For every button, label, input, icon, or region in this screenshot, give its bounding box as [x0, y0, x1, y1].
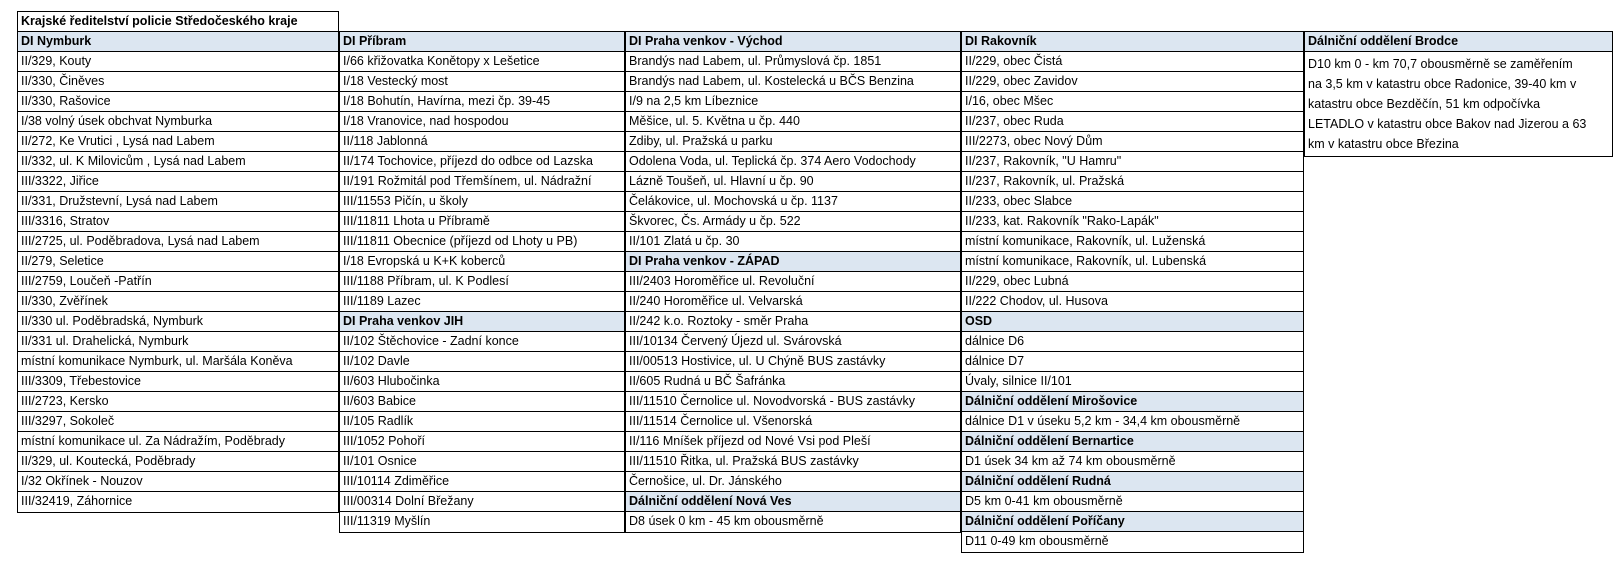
- location-row: III/00314 Dolní Břežany: [340, 492, 624, 512]
- location-row: III/3297, Sokoleč: [18, 412, 338, 432]
- location-row: III/11510 Černolice ul. Novodvorská - BUS zastávky: [626, 392, 960, 412]
- location-row: II/272, Ke Vrutici , Lysá nad Labem: [18, 132, 338, 152]
- location-row: dálnice D6: [962, 332, 1303, 352]
- location-row: II/222 Chodov, ul. Husova: [962, 292, 1303, 312]
- location-row: Měšice, ul. 5. Května u čp. 440: [626, 112, 960, 132]
- location-row: Černošice, ul. Dr. Jánského: [626, 472, 960, 492]
- location-row: Úvaly, silnice II/101: [962, 372, 1303, 392]
- location-row: II/330, Rašovice: [18, 92, 338, 112]
- location-row: III/10134 Červený Újezd ul. Svárovská: [626, 332, 960, 352]
- location-row: II/330 ul. Poděbradská, Nymburk: [18, 312, 338, 332]
- column-di-rakovnik: [961, 31, 1304, 553]
- section-header: DI Praha venkov - ZÁPAD: [626, 252, 960, 272]
- location-row: I/18 Vranovice, nad hospodou: [340, 112, 624, 132]
- section-header: DI Praha venkov - Východ: [626, 32, 960, 52]
- description-line: katastru obce Bezděčín, 51 km odpočívka: [1308, 97, 1541, 111]
- location-row: Zdiby, ul. Pražská u parku: [626, 132, 960, 152]
- description-line: na 3,5 km v katastru obce Radonice, 39-40 km v: [1308, 77, 1577, 91]
- location-row: II/242 k.o. Roztoky - směr Praha: [626, 312, 960, 332]
- location-row: II/102 Davle: [340, 352, 624, 372]
- location-row: dálnice D1 v úseku 5,2 km - 34,4 km obousměrně: [962, 412, 1303, 432]
- location-row: II/229, obec Lubná: [962, 272, 1303, 292]
- location-row: I/9 na 2,5 km Líbeznice: [626, 92, 960, 112]
- location-row: II/101 Zlatá u čp. 30: [626, 232, 960, 252]
- location-row: III/11553 Pičín, u školy: [340, 192, 624, 212]
- section-header: DI Rakovník: [962, 32, 1303, 52]
- location-row: místní komunikace ul. Za Nádražím, Poděbrady: [18, 432, 338, 452]
- section-header: DI Praha venkov JIH: [340, 312, 624, 332]
- location-row: I/38 volný úsek obchvat Nymburka: [18, 112, 338, 132]
- location-row: III/1052 Pohoří: [340, 432, 624, 452]
- location-row: I/32 Okřínek - Nouzov: [18, 472, 338, 492]
- location-row: III/11510 Řitka, ul. Pražská BUS zastávky: [626, 452, 960, 472]
- location-row: III/2759, Loučeň -Patřín: [18, 272, 338, 292]
- section-header: DI Příbram: [340, 32, 624, 52]
- location-row: Brandýs nad Labem, ul. Kostelecká u BČS Benzina: [626, 72, 960, 92]
- location-row: místní komunikace Nymburk, ul. Maršála Koněva: [18, 352, 338, 372]
- location-row: II/229, obec Čistá: [962, 52, 1303, 72]
- location-row: I/66 křižovatka Konětopy x Lešetice: [340, 52, 624, 72]
- location-row: III/11319 Myšlín: [343, 514, 431, 528]
- location-row: D1 úsek 34 km až 74 km obousměrně: [962, 452, 1303, 472]
- location-row: II/329, Kouty: [18, 52, 338, 72]
- location-row: II/237, Rakovník, ul. Pražská: [962, 172, 1303, 192]
- location-row: II/116 Mníšek příjezd od Nové Vsi pod Pleší: [626, 432, 960, 452]
- location-row: D8 úsek 0 km - 45 km obousměrně: [629, 514, 824, 528]
- location-row: III/2403 Horoměřice ul. Revoluční: [626, 272, 960, 292]
- location-row: III/11811 Obecnice (příjezd od Lhoty u PB): [340, 232, 624, 252]
- location-row: II/605 Rudná u BČ Šafránka: [626, 372, 960, 392]
- location-row: II/603 Babice: [340, 392, 624, 412]
- location-row: Čelákovice, ul. Mochovská u čp. 1137: [626, 192, 960, 212]
- location-row: D11 0-49 km obousměrně: [965, 534, 1109, 548]
- location-row: II/237, obec Ruda: [962, 112, 1303, 132]
- section-header: OSD: [962, 312, 1303, 332]
- location-row: III/10114 Zdiměřice: [340, 472, 624, 492]
- location-row: II/105 Radlík: [340, 412, 624, 432]
- location-row: I/18 Bohutín, Havírna, mezi čp. 39-45: [340, 92, 624, 112]
- location-row: D5 km 0-41 km obousměrně: [962, 492, 1303, 512]
- location-row: III/1188 Příbram, ul. K Podlesí: [340, 272, 624, 292]
- location-row: místní komunikace, Rakovník, ul. Luženská: [962, 232, 1303, 252]
- description-line: km v katastru obce Březina: [1308, 137, 1459, 151]
- location-row: Lázně Toušeň, ul. Hlavní u čp. 90: [626, 172, 960, 192]
- location-row: II/233, obec Slabce: [962, 192, 1303, 212]
- location-row: III/3316, Stratov: [18, 212, 338, 232]
- description-line: LETADLO v katastru obce Bakov nad Jizerou a 63: [1308, 117, 1587, 131]
- description-line: D10 km 0 - km 70,7 obousměrně se zaměřením: [1308, 57, 1573, 71]
- location-row: III/11514 Černolice ul. Všenorská: [626, 412, 960, 432]
- location-row: III/2723, Kersko: [18, 392, 338, 412]
- location-row: II/240 Horoměřice ul. Velvarská: [626, 292, 960, 312]
- column-di-praha-venkov: [625, 31, 961, 533]
- location-row: II/279, Seletice: [18, 252, 338, 272]
- location-row: II/332, ul. K Milovicům , Lysá nad Labem: [18, 152, 338, 172]
- location-row: III/00513 Hostivice, ul. U Chýně BUS zastávky: [626, 352, 960, 372]
- section-header: Dálniční oddělení Mirošovice: [962, 392, 1303, 412]
- location-row: III/1189 Lazec: [340, 292, 624, 312]
- location-row: II/329, ul. Koutecká, Poděbrady: [18, 452, 338, 472]
- location-row: II/237, Rakovník, "U Hamru": [962, 152, 1303, 172]
- section-header: Dálniční oddělení Nová Ves: [626, 492, 960, 512]
- location-row: II/233, kat. Rakovník "Rako-Lapák": [962, 212, 1303, 232]
- location-row: II/331 ul. Drahelická, Nymburk: [18, 332, 338, 352]
- location-row: II/118 Jablonná: [340, 132, 624, 152]
- location-row: dálnice D7: [962, 352, 1303, 372]
- location-row: II/331, Družstevní, Lysá nad Labem: [18, 192, 338, 212]
- column-di-pribram: [339, 31, 625, 533]
- location-row: I/18 Evropská u K+K koberců: [340, 252, 624, 272]
- location-row: III/2273, obec Nový Dům: [962, 132, 1303, 152]
- sheet-title: Krajské ředitelství policie Středočeského kraje: [17, 11, 339, 31]
- location-row: místní komunikace, Rakovník, ul. Lubenská: [962, 252, 1303, 272]
- location-row: III/3309, Třebestovice: [18, 372, 338, 392]
- section-header: Dálniční oddělení Brodce: [1305, 32, 1612, 52]
- location-row: II/102 Štěchovice - Zadní konce: [340, 332, 624, 352]
- location-row: II/603 Hlubočinka: [340, 372, 624, 392]
- location-row: III/2725, ul. Poděbradova, Lysá nad Labem: [18, 232, 338, 252]
- brodce-description: [1305, 52, 1612, 156]
- location-row: I/18 Vestecký most: [340, 72, 624, 92]
- location-row: Brandýs nad Labem, ul. Průmyslová čp. 1851: [626, 52, 960, 72]
- location-row: III/32419, Záhornice: [21, 494, 133, 508]
- location-row: II/330, Zvěřínek: [18, 292, 338, 312]
- location-row: II/191 Rožmitál pod Třemšínem, ul. Nádražní: [340, 172, 624, 192]
- section-header: Dálniční oddělení Rudná: [962, 472, 1303, 492]
- location-row: Škvorec, Čs. Armády u čp. 522: [626, 212, 960, 232]
- location-row: II/101 Osnice: [340, 452, 624, 472]
- location-row: II/174 Tochovice, příjezd do odbce od Lazska: [340, 152, 624, 172]
- location-row: I/16, obec Mšec: [962, 92, 1303, 112]
- column-di-nymburk: [17, 31, 339, 513]
- location-row: III/11811 Lhota u Příbramě: [340, 212, 624, 232]
- location-row: II/330, Činěves: [18, 72, 338, 92]
- column-dalnicni-oddeleni-brodce: [1304, 31, 1613, 157]
- section-header: DI Nymburk: [18, 32, 338, 52]
- location-row: II/229, obec Zavidov: [962, 72, 1303, 92]
- location-row: III/3322, Jiřice: [18, 172, 338, 192]
- section-header: Dálniční oddělení Poříčany: [962, 512, 1303, 532]
- section-header: Dálniční oddělení Bernartice: [962, 432, 1303, 452]
- location-row: Odolena Voda, ul. Teplická čp. 374 Aero Vodochody: [626, 152, 960, 172]
